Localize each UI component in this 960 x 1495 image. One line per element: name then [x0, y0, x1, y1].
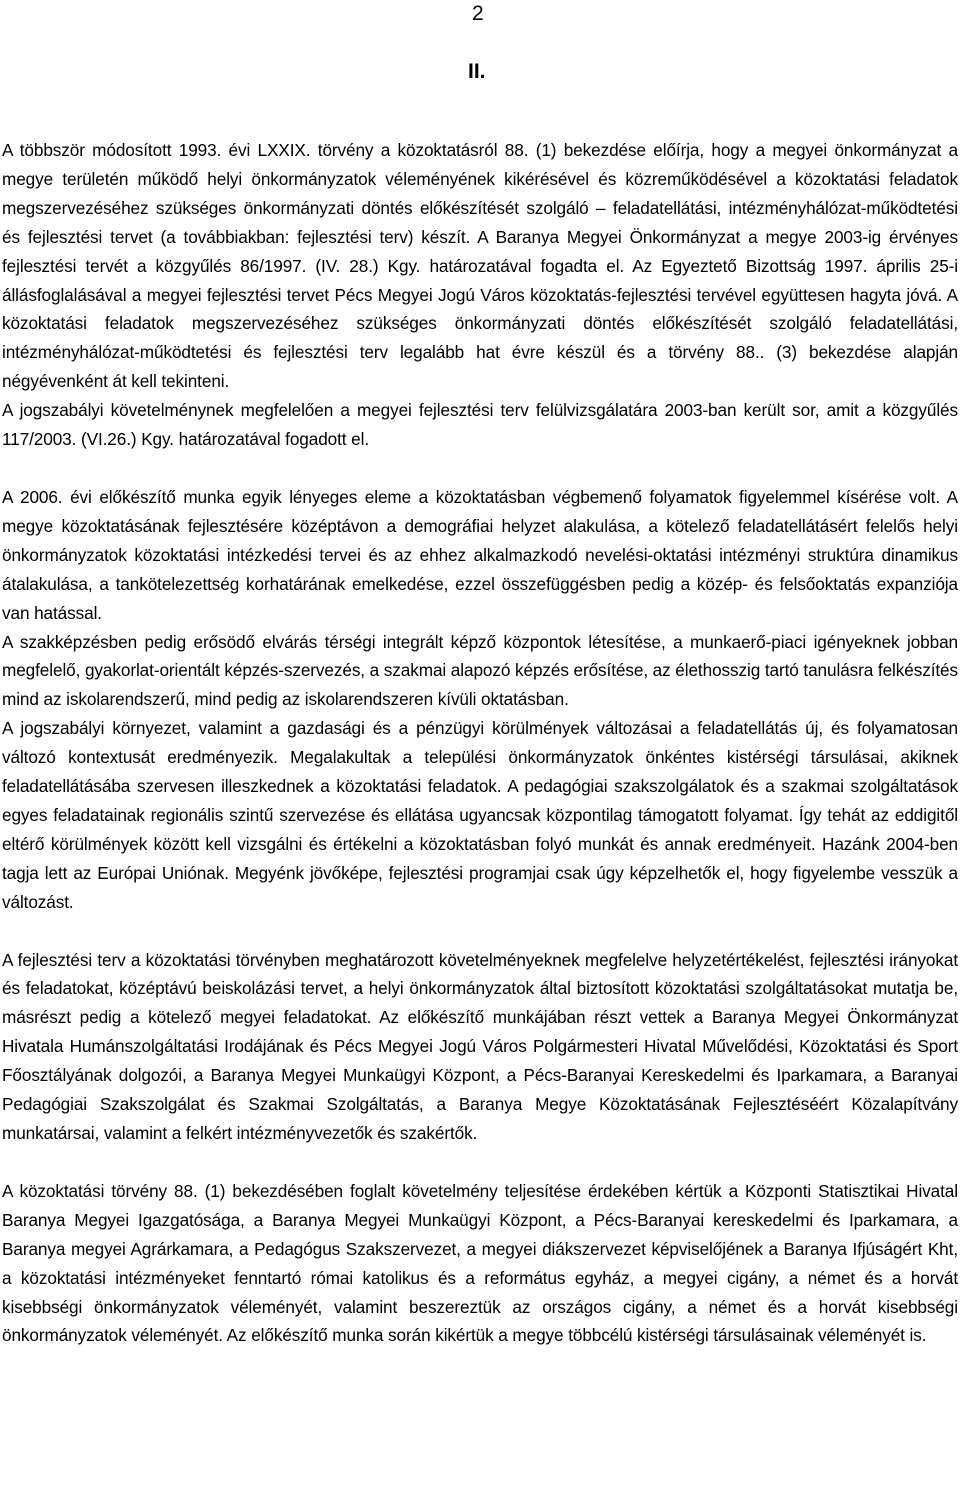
document-body [2, 136, 958, 1350]
page-number: 2 [472, 2, 484, 25]
section-heading: II. [468, 60, 486, 83]
paragraph-legal-background: A többször módosított 1993. évi LXXIX. törvény a közoktatásról 88. (1) bekezdése előírja, hogy a megyei önkormányzat a megye területén működő helyi önkormányzatok véleményének kikérésével és közreműködésével a közoktatási feladatok megszervezéséhez szükséges önkormányzati döntés előkészítését szolgáló – feladatellátási, intézményhálózat-működtetési és fejlesztési tervet (a továbbiakban: fejlesztési terv) készít. A Baranya Megyei Önkormányzat a megye 2003-ig érvényes fejlesztési tervét a közgyűlés 86/1997. (IV. 28.) Kgy. határozatával fogadta el. Az Egyeztető Bizottság 1997. április 25-i állásfoglalásával a megyei fejlesztési tervet Pécs Megyei Jogú Város közoktatás-fejlesztési tervével együttesen hagyta jóvá. A közoktatási feladatok megszervezéséhez szükséges önkormányzati döntés előkészítését szolgáló feladatellátási, intézményhálózat-működtetési és fejlesztési terv legalább hat évre készül és a törvény 88.. (3) bekezdése alapján négyévenként át kell tekinteni. [2, 140, 958, 392]
paragraph-2006-preparation: A 2006. évi előkészítő munka egyik lényeges eleme a közoktatásban végbemenő folyamatok figyelemmel kísérése volt. A megye közoktatásának fejlesztésére középtávon a demográfiai helyzet alakulása, a kötelező feladatellátásért felelős helyi önkormányzatok közoktatási intézkedési tervei és az ehhez alkalmazkodó nevelési-oktatási intézményi struktúra dinamikus átalakulása, a tankötelezettség korhatárának emelkedése, ezzel összefüggésben pedig a közép- és felsőoktatás expanziója van hatással. [2, 486, 958, 623]
paragraph-vocational-training: A szakképzésben pedig erősödő elvárás térségi integrált képző központok létesítése, a munkaerő-piaci igényeknek jobban megfelelő, gyakorlat-orientált képzés-szervezés, a szakmai alapozó képzés erősítése, az élethosszig tartó tanulásra felkészítés mind az iskolarendszerű, mind pedig az iskolarendszeren kívüli oktatásban. [2, 631, 959, 710]
paragraph-consultation: A közoktatási törvény 88. (1) bekezdésében foglalt követelmény teljesítése érdekében kértük a Központi Statisztikai Hivatal Baranya Megyei Igazgatósága, a Baranya Megyei Munkaügyi Központ, a Pécs-Baranyai kereskedelmi és Iparkamara, a Baranya megyei Agrárkamara, a Pedagógus Szakszervezet, a megyei diákszervezet képviselőjének a Baranya Ifjúságért Kht, a közoktatási intézményeket fenntartó római katolikus és a református egyház, a megyei cigány, a német és a horvát kisebbségi önkormányzatok véleményét, valamint beszereztük az országos cigány, a német és a horvát kisebbségi önkormányzatok véleményét. Az előkészítő munka során kikértük a megye többcélú kistérségi társulásainak véleményét is. [2, 1180, 958, 1346]
paragraph-legal-environment: A jogszabályi környezet, valamint a gazdasági és a pénzügyi körülmények változásai a feladatellátás új, és folyamatosan változó kontextusát eredményezik. Megalakultak a települési önkormányzatok önkéntes kistérségi társulásai, akiknek feladatellátásába szervesen illeszkednek a közoktatási feladatok. A pedagógiai szakszolgálatok és a szakmai szolgáltatások egyes feladatainak regionális szintű szervezése és ellátása ugyancsak központilag támogatott folyamat. Így tehát az eddigitől eltérő körülmények között kell vizsgálni és értékelni a közoktatásban folyó munkát és annak eredményeit. Hazánk 2004-ben tagja lett az Európai Uniónak. Megyénk jövőképe, fejlesztési programjai csak úgy képzelhetők el, hogy figyelembe vesszük a változást. [2, 718, 958, 912]
paragraph-plan-contents: A fejlesztési terv a közoktatási törvényben meghatározott követelményeknek megfelelve helyzetértékelést, fejlesztési irányokat és feladatokat, középtávú beiskolázási tervet, a helyi önkormányzatok által biztosított közoktatási szolgáltatásokat mutatja be, másrészt pedig a kötelező megyei feladatokat. Az előkészítő munkájában részt vettek a Baranya Megyei Önkormányzat Hivatala Humánszolgáltatási Irodájának és Pécs Megyei Jogú Város Polgármesteri Hivatal Művelődési, Közoktatási és Sport Főosztályának dolgozói, a Baranya Megyei Munkaügyi Központ, a Pécs-Baranyai Kereskedelmi és Iparkamara, a Baranyai Pedagógiai Szakszolgálat és Szakmai Szolgáltatás, a Baranya Megye Közoktatásának Fejlesztéséért Közalapítvány munkatársai, valamint a felkért intézményvezetők és szakértők. [2, 949, 958, 1143]
paragraph-2003-review: A jogszabályi követelménynek megfelelően a megyei fejlesztési terv felülvizsgálatára 2003-ban került sor, amit a közgyűlés 117/2003. (VI.26.) Kgy. határozatával fogadott el. [2, 400, 958, 450]
